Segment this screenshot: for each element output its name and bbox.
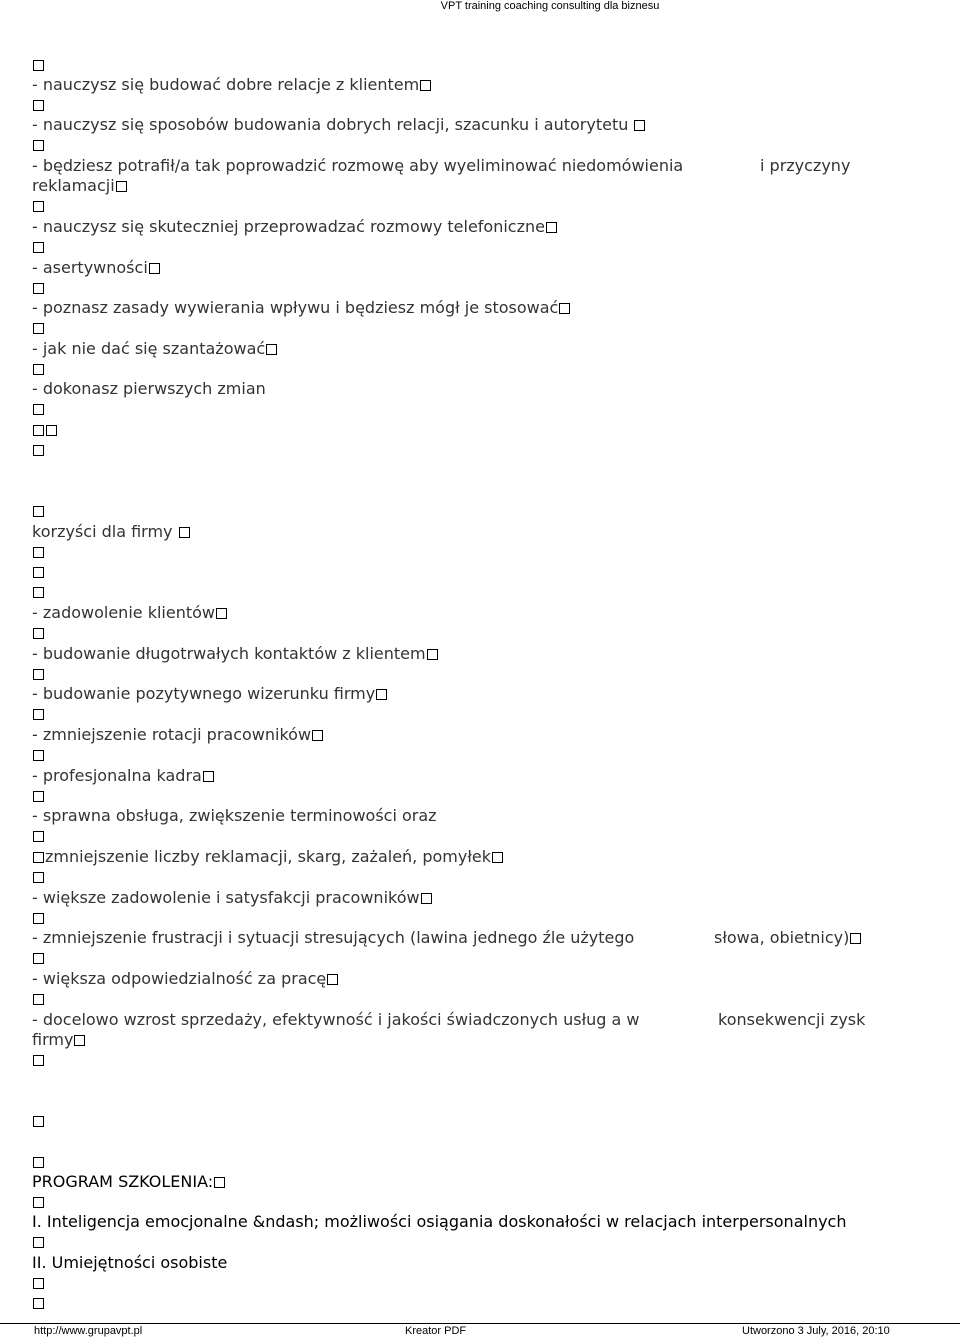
list-item: - jak nie dać się szantażować [32, 339, 278, 359]
bullet-box [32, 582, 45, 602]
list-item-continuation: i przyczyny [760, 156, 851, 175]
bullet-box [32, 196, 45, 216]
list-item: I. Inteligencja emocjonalne &ndash; możliwości osiągania doskonałości w relacjach interpersonalnych [32, 1212, 847, 1231]
list-item: firmy [32, 1030, 86, 1050]
list-item: - sprawna obsługa, zwiększenie terminowości oraz [32, 806, 437, 825]
bullet-box [32, 948, 45, 968]
bullet-box [32, 237, 45, 257]
footer-created: Utworzono 3 July, 2016, 20:10 [742, 1325, 890, 1337]
bullet-box [32, 135, 45, 155]
list-item: II. Umiejętności osobiste [32, 1253, 228, 1272]
list-item: - docelowo wzrost sprzedaży, efektywność i jakości świadczonych usług a w [32, 1010, 640, 1029]
footer-creator: Kreator PDF [405, 1325, 467, 1337]
bullet-box [32, 1293, 45, 1313]
bullet-box [32, 867, 45, 887]
list-item: - nauczysz się budować dobre relacje z klientem [32, 75, 432, 95]
list-item: - będziesz potrafił/a tak poprowadzić rozmowę aby wyeliminować niedomówienia [32, 156, 684, 175]
list-item-continuation: słowa, obietnicy) [714, 928, 862, 948]
bullet-box [32, 55, 45, 75]
list-item: - profesjonalna kadra [32, 766, 215, 786]
bullet-box [32, 95, 45, 115]
list-item: - zmniejszenie frustracji i sytuacji stresujących (lawina jednego źle użytego [32, 928, 635, 947]
bullet-box [32, 704, 45, 724]
section-heading: PROGRAM SZKOLENIA: [32, 1172, 226, 1192]
section-heading: korzyści dla firmy [32, 522, 191, 542]
bullet-box [32, 542, 45, 562]
list-item: reklamacji [32, 176, 128, 196]
bullet-box [32, 562, 45, 582]
bullet-box [32, 1152, 45, 1172]
bullet-box [32, 1050, 45, 1070]
bullet-box [32, 1232, 45, 1252]
bullet-box [32, 501, 45, 521]
bullet-box [32, 623, 45, 643]
bullet-box [32, 745, 45, 765]
list-item-continuation: konsekwencji zysk [718, 1010, 866, 1029]
bullet-box [32, 1111, 45, 1131]
bullet-box [32, 826, 45, 846]
list-item: - większe zadowolenie i satysfakcji pracowników [32, 888, 433, 908]
bullet-box [32, 420, 58, 440]
list-item: - poznasz zasady wywierania wpływu i będziesz mógł je stosować [32, 298, 571, 318]
list-item: - budowanie długotrwałych kontaktów z klientem [32, 644, 439, 664]
bullet-box [32, 278, 45, 298]
bullet-box [32, 318, 45, 338]
bullet-box [32, 1192, 45, 1212]
header-title: VPT training coaching consulting dla biznesu [440, 0, 660, 12]
bullet-box [32, 440, 45, 460]
list-item: - budowanie pozytywnego wizerunku firmy [32, 684, 388, 704]
bullet-box [32, 908, 45, 928]
bullet-box [32, 359, 45, 379]
list-item: - nauczysz się sposobów budowania dobrych relacji, szacunku i autorytetu [32, 115, 646, 135]
list-item: - większa odpowiedzialność za pracę [32, 969, 339, 989]
footer-url[interactable]: http://www.grupavpt.pl [34, 1325, 143, 1337]
bullet-box [32, 399, 45, 419]
list-item: - zadowolenie klientów [32, 603, 228, 623]
page-footer [0, 1323, 960, 1338]
list-item: zmniejszenie liczby reklamacji, skarg, zażaleń, pomyłek [32, 847, 504, 867]
list-item: - nauczysz się skuteczniej przeprowadzać rozmowy telefoniczne [32, 217, 558, 237]
page-header [0, 0, 960, 12]
list-item: - asertywności [32, 258, 161, 278]
bullet-box [32, 989, 45, 1009]
bullet-box [32, 786, 45, 806]
list-item: - dokonasz pierwszych zmian [32, 379, 266, 398]
bullet-box [32, 1273, 45, 1293]
list-item: - zmniejszenie rotacji pracowników [32, 725, 324, 745]
bullet-box [32, 664, 45, 684]
